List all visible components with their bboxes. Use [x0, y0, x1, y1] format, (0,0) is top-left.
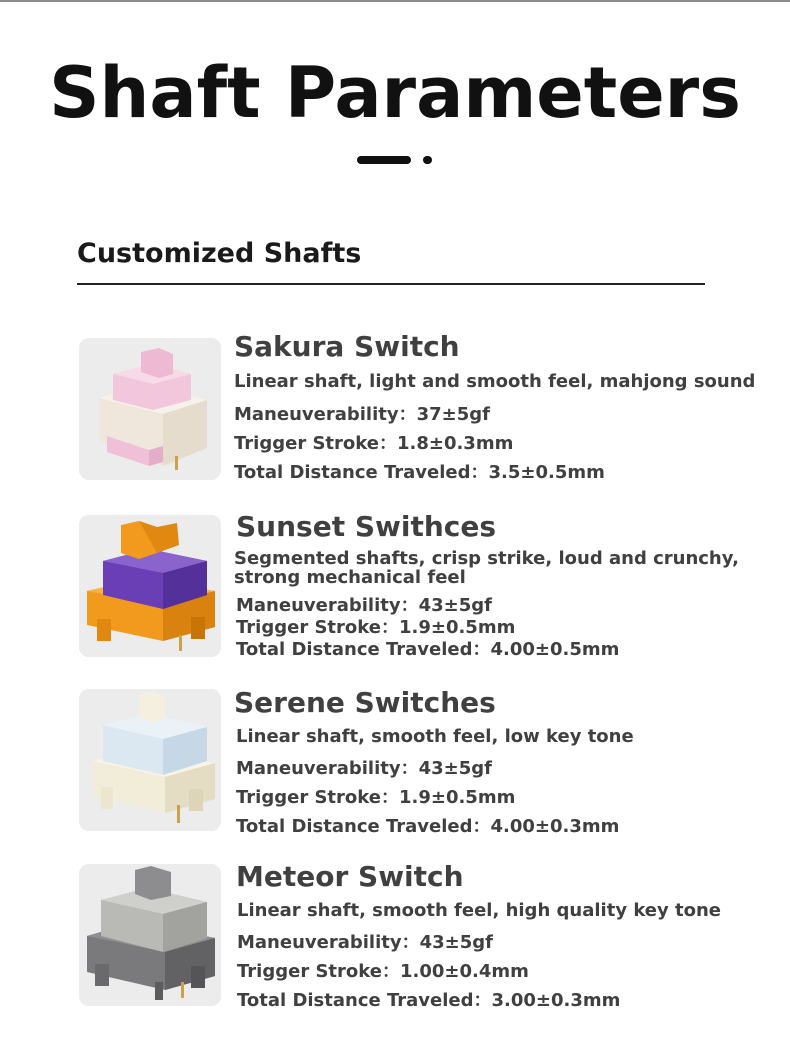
spec-total-distance-sunset: Total Distance Traveled：4.00±0.5mm [236, 639, 620, 660]
product-name-serene: Serene Switches [234, 686, 496, 719]
title-underline-dash [357, 156, 411, 164]
spec-maneuverability-sunset: Maneuverability：43±5gf [236, 595, 492, 616]
spec-total-distance-serene: Total Distance Traveled：4.00±0.3mm [236, 816, 620, 837]
section-title: Customized Shafts [77, 238, 362, 269]
serene-switch-photo [79, 689, 221, 831]
spec-maneuverability-sakura: Maneuverability：37±5gf [234, 404, 490, 425]
spec-maneuverability-serene: Maneuverability：43±5gf [236, 758, 492, 779]
spec-trigger-stroke-serene: Trigger Stroke：1.9±0.5mm [236, 787, 516, 808]
section-divider [77, 283, 705, 285]
product-description-sunset-line1: Segmented shafts, crisp strike, loud and crunchy, [234, 548, 739, 569]
spec-trigger-stroke-meteor: Trigger Stroke：1.00±0.4mm [237, 961, 529, 982]
spec-maneuverability-meteor: Maneuverability：43±5gf [237, 932, 493, 953]
spec-total-distance-sakura: Total Distance Traveled：3.5±0.5mm [234, 462, 605, 483]
top-border [0, 0, 790, 2]
product-name-meteor: Meteor Switch [236, 860, 464, 893]
product-name-sakura: Sakura Switch [234, 330, 460, 363]
title-underline-dot [423, 156, 432, 164]
spec-trigger-stroke-sakura: Trigger Stroke：1.8±0.3mm [234, 433, 514, 454]
product-description-sakura: Linear shaft, light and smooth feel, mahjong sound [234, 371, 756, 392]
spec-trigger-stroke-sunset: Trigger Stroke：1.9±0.5mm [236, 617, 516, 638]
meteor-switch-photo [79, 864, 221, 1006]
sakura-switch-photo [79, 338, 221, 480]
product-description-serene: Linear shaft, smooth feel, low key tone [236, 726, 634, 747]
product-description-meteor: Linear shaft, smooth feel, high quality key tone [237, 900, 722, 921]
page-title: Shaft Parameters [49, 52, 741, 134]
product-name-sunset: Sunset Swithces [236, 510, 497, 543]
product-description-sunset-line2: strong mechanical feel [234, 567, 466, 588]
spec-total-distance-meteor: Total Distance Traveled：3.00±0.3mm [237, 990, 621, 1011]
sunset-switch-photo [79, 515, 221, 657]
